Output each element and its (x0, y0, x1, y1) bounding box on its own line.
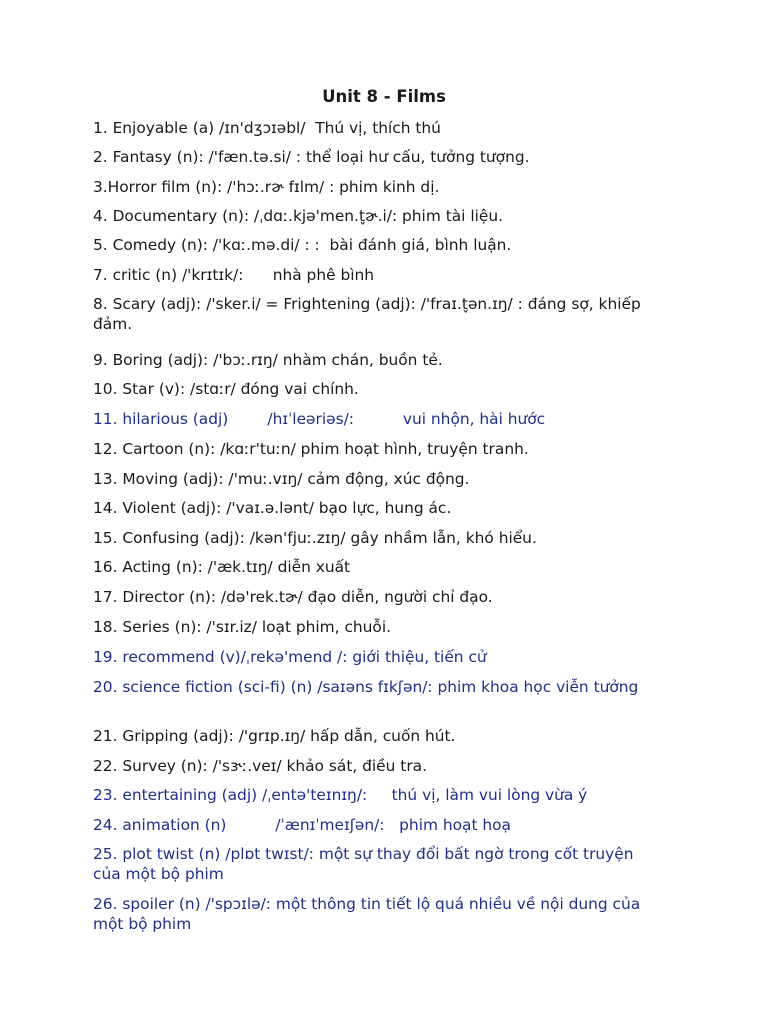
vocab-entry-8: 8. Scary (adj): /'sker.i/ = Frightening (adj): /'fraɪ.t̬ən.ɪŋ/ : đáng sợ, khiếp đảm. (93, 295, 646, 333)
vocab-entry-5: 5. Comedy (n): /'kɑː.mə.di/ : : bài đánh giá, bình luận. (93, 236, 512, 254)
vocab-entry-23: 23. entertaining (adj) /ˌentə'teɪnɪŋ/: thú vị, làm vui lòng vừa ý (93, 786, 588, 804)
vocab-entry-4: 4. Documentary (n): /ˌdɑː.kjə'men.t̬ɚ.i/: phim tài liệu. (93, 207, 504, 225)
vocab-entry-22: 22. Survey (n): /'sɝː.veɪ/ khảo sát, điều tra. (93, 757, 427, 775)
vocab-entry-21: 21. Gripping (adj): /'grɪp.ɪŋ/ hấp dẫn, cuốn hút. (93, 727, 456, 745)
vocab-entry-1: 1. Enjoyable (a) /ɪn'dʒɔɪəbl/ Thú vị, thích thú (93, 119, 441, 137)
vocab-entry-25: 25. plot twist (n) /plɒt twɪst/: một sự thay đổi bất ngờ trong cốt truyện của một bộ phim (93, 845, 639, 883)
vocab-entry-10: 10. Star (v): /stɑːr/ đóng vai chính. (93, 380, 359, 398)
vocab-entry-3: 3.Horror film (n): /'hɔː.rɚ fɪlm/ : phim kinh dị. (93, 178, 440, 196)
vocab-entry-16: 16. Acting (n): /'æk.tɪŋ/ diễn xuất (93, 558, 351, 576)
vocab-entry-15: 15. Confusing (adj): /kən'fjuː.zɪŋ/ gây nhầm lẫn, khó hiểu. (93, 529, 537, 547)
vocab-entry-14: 14. Violent (adj): /'vaɪ.ə.lənt/ bạo lực, hung ác. (93, 499, 452, 517)
vocab-entry-11: 11. hilarious (adj) /hɪˈleəriəs/: vui nhộn, hài hước (93, 410, 546, 428)
vocab-entry-19: 19. recommend (v)/ˌrekə'mend /: giới thiệu, tiến cử (93, 648, 487, 666)
vocab-entry-9: 9. Boring (adj): /'bɔː.rɪŋ/ nhàm chán, buồn tẻ. (93, 351, 443, 369)
vocab-entry-17: 17. Director (n): /də'rek.tɚ/ đạo diễn, người chỉ đạo. (93, 588, 493, 606)
vocab-entry-18: 18. Series (n): /'sɪr.iz/ loạt phim, chuỗi. (93, 618, 392, 636)
vocab-entry-12: 12. Cartoon (n): /kɑːr'tuːn/ phim hoạt hình, truyện tranh. (93, 440, 529, 458)
vocab-entry-26: 26. spoiler (n) /'spɔɪlə/: một thông tin tiết lộ quá nhiều về nội dung của một bộ phim (93, 895, 646, 933)
vocab-entry-7: 7. critic (n) /'krɪtɪk/: nhà phê bình (93, 266, 374, 284)
vocab-entry-2: 2. Fantasy (n): /'fæn.tə.si/ : thể loại hư cấu, tưởng tượng. (93, 148, 530, 166)
vocab-entry-20: 20. science fiction (sci-fi) (n) /saɪəns fɪkʃən/: phim khoa học viễn tưởng (93, 678, 639, 696)
page-title: Unit 8 - Films (322, 87, 446, 106)
vocab-entry-13: 13. Moving (adj): /'muː.vɪŋ/ cảm động, xúc động. (93, 470, 470, 488)
vocab-entry-24: 24. animation (n) /ˈænɪˈmeɪʃən/: phim hoạt hoạ (93, 816, 511, 834)
